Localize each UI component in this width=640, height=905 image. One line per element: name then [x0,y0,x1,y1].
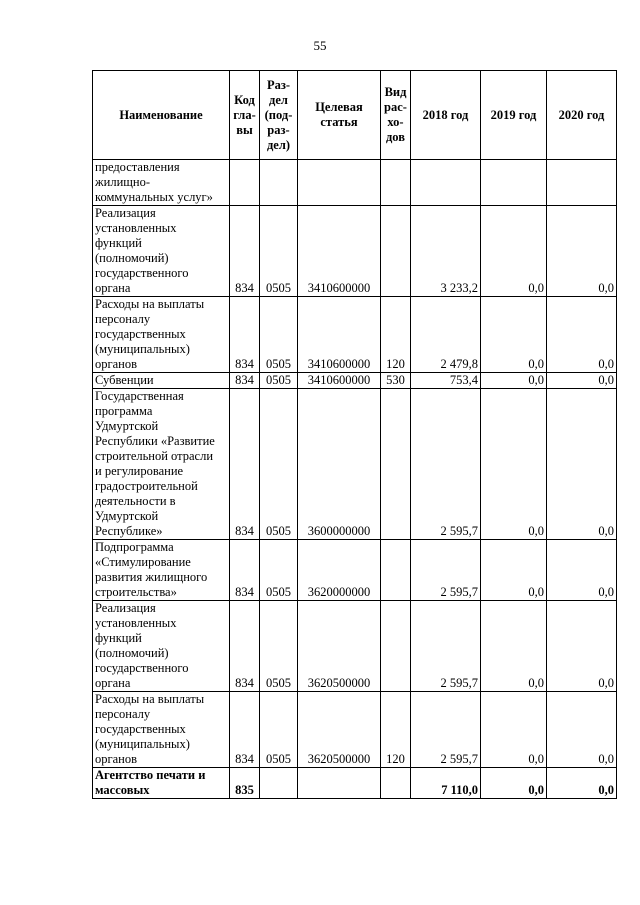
cell-2020: 0,0 [547,540,617,601]
cell-2018: 2 595,7 [411,692,481,768]
header-exp-type: Вид рас- хо- дов [381,71,411,160]
cell-2019: 0,0 [481,601,547,692]
cell-section: 0505 [260,206,298,297]
table-row [93,540,617,601]
budget-table [92,70,617,799]
cell-exp-type [381,601,411,692]
cell-2018: 2 479,8 [411,297,481,373]
table-row [93,768,617,799]
cell-section: 0505 [260,692,298,768]
cell-2018: 2 595,7 [411,601,481,692]
cell-exp-type [381,160,411,206]
cell-target [298,160,381,206]
cell-target: 3410600000 [298,297,381,373]
cell-2018: 2 595,7 [411,540,481,601]
table-row [93,389,617,540]
cell-code: 835 [230,768,260,799]
cell-2018: 7 110,0 [411,768,481,799]
cell-target: 3620500000 [298,601,381,692]
header-2018: 2018 год [411,71,481,160]
cell-code: 834 [230,601,260,692]
cell-exp-type: 530 [381,373,411,389]
cell-name: Расходы на выплаты персоналу государственных (муниципальных) органов [93,692,230,768]
cell-2018: 753,4 [411,373,481,389]
cell-code: 834 [230,692,260,768]
cell-name: Расходы на выплаты персоналу государственных (муниципальных) органов [93,297,230,373]
cell-section: 0505 [260,389,298,540]
cell-2019: 0,0 [481,389,547,540]
cell-2020: 0,0 [547,692,617,768]
table-row [93,601,617,692]
table-row [93,206,617,297]
header-section: Раз- дел (под- раз- дел) [260,71,298,160]
cell-code: 834 [230,297,260,373]
cell-name: Реализация установленных функций (полномочий) государственного органа [93,206,230,297]
cell-target: 3410600000 [298,206,381,297]
cell-2020 [547,160,617,206]
cell-name: предоставления жилищно- коммунальных услуг» [93,160,230,206]
cell-section [260,160,298,206]
page-number: 55 [313,38,327,53]
cell-name: Агентство печати и массовых [93,768,230,799]
cell-2019: 0,0 [481,297,547,373]
header-code: Код гла- вы [230,71,260,160]
cell-code: 834 [230,540,260,601]
cell-2019: 0,0 [481,206,547,297]
cell-2019: 0,0 [481,692,547,768]
cell-target [298,768,381,799]
cell-exp-type: 120 [381,692,411,768]
cell-section: 0505 [260,297,298,373]
cell-code: 834 [230,389,260,540]
cell-2019: 0,0 [481,768,547,799]
table-body [93,160,617,799]
cell-code [230,160,260,206]
cell-2020: 0,0 [547,373,617,389]
table-row [93,160,617,206]
cell-2020: 0,0 [547,206,617,297]
cell-name: Реализация установленных функций (полномочий) государственного органа [93,601,230,692]
cell-2020: 0,0 [547,768,617,799]
cell-exp-type [381,389,411,540]
header-row [93,71,617,160]
cell-name: Субвенции [93,373,230,389]
cell-section: 0505 [260,601,298,692]
cell-2020: 0,0 [547,297,617,373]
cell-2020: 0,0 [547,389,617,540]
header-target: Целевая статья [298,71,381,160]
cell-code: 834 [230,373,260,389]
cell-exp-type [381,768,411,799]
cell-target: 3620500000 [298,692,381,768]
cell-2020: 0,0 [547,601,617,692]
cell-target: 3410600000 [298,373,381,389]
table-row [93,692,617,768]
cell-2018: 2 595,7 [411,389,481,540]
cell-section: 0505 [260,540,298,601]
cell-code: 834 [230,206,260,297]
cell-2018: 3 233,2 [411,206,481,297]
cell-name: Подпрограмма «Стимулирование развития жилищного строительства» [93,540,230,601]
table-row [93,297,617,373]
cell-name: Государственная программа Удмуртской Республики «Развитие строительной отрасли и регулирование градостроительной деятельности в Удмуртской Республике» [93,389,230,540]
cell-2018 [411,160,481,206]
cell-exp-type [381,206,411,297]
cell-2019: 0,0 [481,540,547,601]
cell-2019 [481,160,547,206]
cell-section: 0505 [260,373,298,389]
header-2019: 2019 год [481,71,547,160]
cell-target: 3600000000 [298,389,381,540]
header-name: Наименование [93,71,230,160]
header-2020: 2020 год [547,71,617,160]
cell-2019: 0,0 [481,373,547,389]
cell-exp-type: 120 [381,297,411,373]
cell-section [260,768,298,799]
cell-exp-type [381,540,411,601]
cell-target: 3620000000 [298,540,381,601]
table-row [93,373,617,389]
